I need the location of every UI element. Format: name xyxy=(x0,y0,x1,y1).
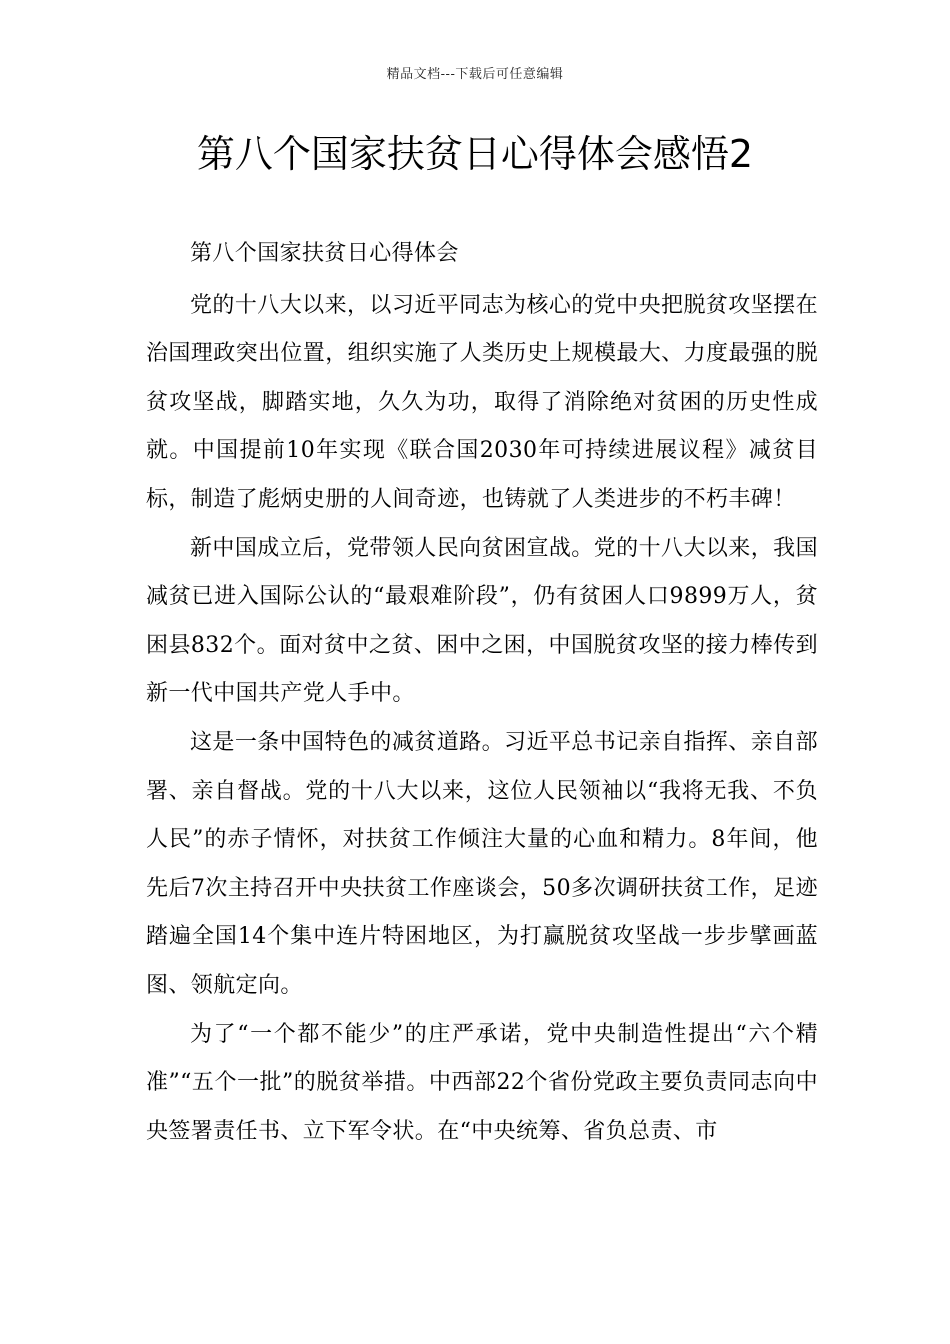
paragraph-2: 新中国成立后，党带领人民向贫困宣战。党的十八大以来，我国减贫已进入国际公认的“最艰难阶段”，仍有贫困人口9899万人，贫困县832个。面对贫中之贫、困中之困，中国脱贫攻坚的接力棒传到新一代中国共产党人手中。 xyxy=(146,535,818,707)
paragraph-1: 党的十八大以来，以习近平同志为核心的党中央把脱贫攻坚摆在治国理政突出位置，组织实施了人类历史上规模最大、力度最强的脱贫攻坚战，脚踏实地，久久为功，取得了消除绝对贫困的历史性成就。中国提前10年实现《联合国2030年可持续进展议程》减贫目标，制造了彪炳史册的人间奇迹，也铸就了人类进步的不朽丰碑！ xyxy=(146,292,819,512)
header-note: 精品文档---下载后可任意编辑 xyxy=(386,67,564,82)
document-body xyxy=(146,230,818,1156)
document-title: 第八个国家扶贫日心得体会感悟2 xyxy=(196,132,754,176)
paragraph-4: 为了“一个都不能少”的庄严承诺，党中央制造性提出“六个精准”“五个一批”的脱贫举措。中西部22个省份党政主要负责同志向中央签署责任书、立下军令状。在“中央统筹、省负总责、市 xyxy=(146,1021,818,1144)
document-subtitle: 第八个国家扶贫日心得体会 xyxy=(190,241,459,266)
paragraph-3: 这是一条中国特色的减贫道路。习近平总书记亲自指挥、亲自部署、亲自督战。党的十八大以来，这位人民领袖以“我将无我、不负人民”的赤子情怀，对扶贫工作倾注大量的心血和精力。8年间，他先后7次主持召开中央扶贫工作座谈会，50多次调研扶贫工作，足迹踏遍全国14个集中连片特困地区，为打赢脱贫攻坚战一步步擘画蓝图、领航定向。 xyxy=(146,729,818,998)
